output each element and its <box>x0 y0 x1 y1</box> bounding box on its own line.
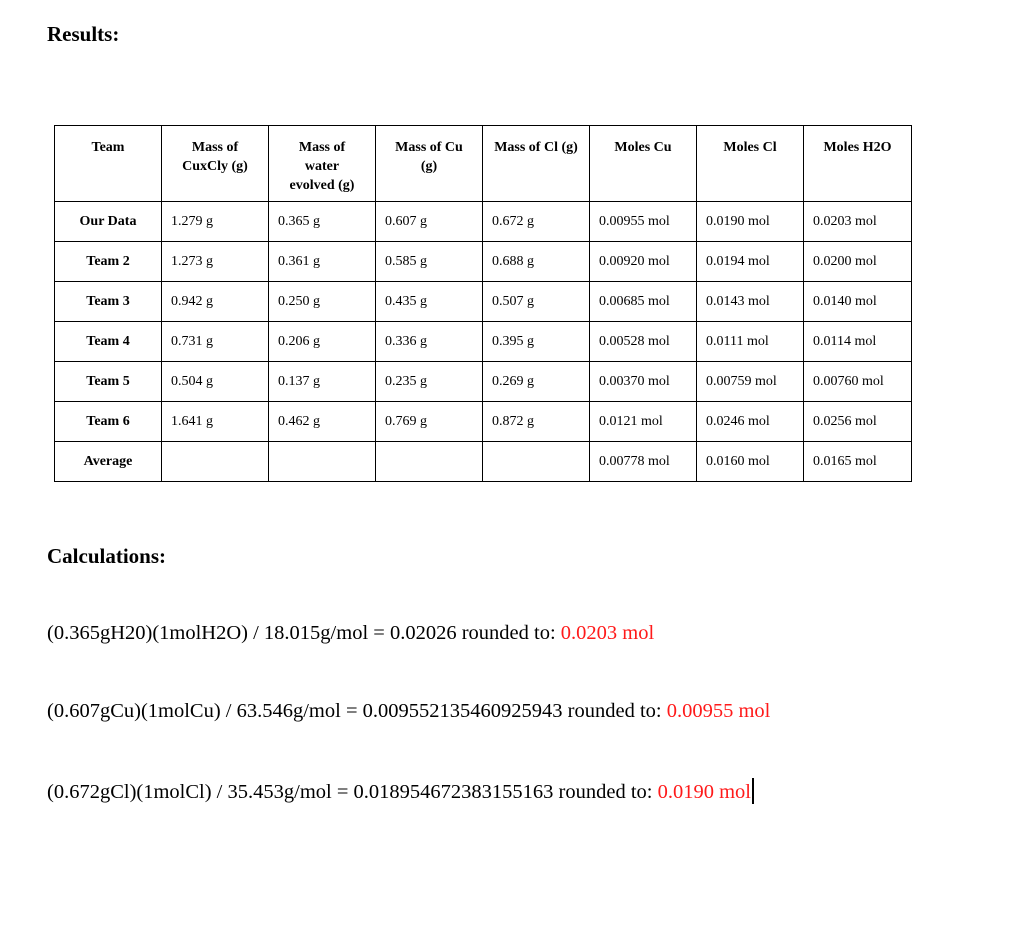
table-cell: 0.0143 mol <box>697 282 804 322</box>
results-table <box>54 125 912 482</box>
table-cell: 0.769 g <box>376 402 483 442</box>
table-cell: 0.0200 mol <box>804 242 912 282</box>
table-cell: 0.0190 mol <box>697 202 804 242</box>
calculation-expression: (0.607gCu)(1molCu) / 63.546g/mol = 0.009552135460925943 rounded to: <box>47 700 667 722</box>
table-cell: 0.462 g <box>269 402 376 442</box>
team-cell: Our Data <box>55 202 162 242</box>
table-cell: 0.206 g <box>269 322 376 362</box>
header-moles-cu: Moles Cu <box>590 126 697 202</box>
table-cell: 0.0256 mol <box>804 402 912 442</box>
table-row-average <box>55 442 912 482</box>
table-cell: 0.365 g <box>269 202 376 242</box>
table-row <box>55 362 912 402</box>
table-row <box>55 322 912 362</box>
table-cell <box>269 442 376 482</box>
table-cell <box>483 442 590 482</box>
table-cell: 0.872 g <box>483 402 590 442</box>
table-cell: 0.607 g <box>376 202 483 242</box>
table-cell: 0.507 g <box>483 282 590 322</box>
table-cell: 0.00920 mol <box>590 242 697 282</box>
table-row <box>55 242 912 282</box>
calculation-line[interactable] <box>47 701 770 722</box>
table-cell: 0.250 g <box>269 282 376 322</box>
table-cell: 0.0165 mol <box>804 442 912 482</box>
table-header-row <box>55 126 912 202</box>
table-cell: 0.504 g <box>162 362 269 402</box>
table-cell: 0.137 g <box>269 362 376 402</box>
calculations-heading: Calculations: <box>47 544 167 568</box>
table-cell: 0.942 g <box>162 282 269 322</box>
table-cell: 0.0203 mol <box>804 202 912 242</box>
table-cell: 0.0140 mol <box>804 282 912 322</box>
table-cell: 0.00528 mol <box>590 322 697 362</box>
table-cell: 0.361 g <box>269 242 376 282</box>
table-cell: 1.641 g <box>162 402 269 442</box>
calculation-expression: (0.365gH20)(1molH2O) / 18.015g/mol = 0.02026 rounded to: <box>47 622 561 644</box>
team-cell: Team 3 <box>55 282 162 322</box>
calculation-result: 0.00955 mol <box>666 700 771 722</box>
table-cell: 0.00370 mol <box>590 362 697 402</box>
table-cell: 0.00759 mol <box>697 362 804 402</box>
table-cell: 1.279 g <box>162 202 269 242</box>
team-cell: Team 4 <box>55 322 162 362</box>
table-cell: 1.273 g <box>162 242 269 282</box>
table-cell: 0.0160 mol <box>697 442 804 482</box>
calculation-line[interactable] <box>47 623 654 644</box>
table-cell: 0.00685 mol <box>590 282 697 322</box>
header-moles-cl: Moles Cl <box>697 126 804 202</box>
table-cell: 0.435 g <box>376 282 483 322</box>
header-team: Team <box>55 126 162 202</box>
header-mass-water: Mass of water evolved (g) <box>269 126 376 202</box>
table-cell: 0.395 g <box>483 322 590 362</box>
header-mass-cl: Mass of Cl (g) <box>483 126 590 202</box>
table-cell: 0.688 g <box>483 242 590 282</box>
table-cell: 0.0121 mol <box>590 402 697 442</box>
table-row <box>55 402 912 442</box>
table-cell: 0.00955 mol <box>590 202 697 242</box>
table-cell: 0.585 g <box>376 242 483 282</box>
team-cell: Team 2 <box>55 242 162 282</box>
table-cell: 0.731 g <box>162 322 269 362</box>
table-cell: 0.0246 mol <box>697 402 804 442</box>
table-cell: 0.0111 mol <box>697 322 804 362</box>
header-mass-cu: Mass of Cu (g) <box>376 126 483 202</box>
table-cell: 0.672 g <box>483 202 590 242</box>
team-cell: Team 6 <box>55 402 162 442</box>
results-heading: Results: <box>47 22 120 46</box>
calculation-expression: (0.672gCl)(1molCl) / 35.453g/mol = 0.018954672383155163 rounded to: <box>47 781 658 803</box>
table-cell: 0.269 g <box>483 362 590 402</box>
calculation-line[interactable] <box>47 778 754 804</box>
team-cell: Team 5 <box>55 362 162 402</box>
table-cell <box>376 442 483 482</box>
table-row <box>55 282 912 322</box>
header-moles-h2o: Moles H2O <box>804 126 912 202</box>
table-cell: 0.235 g <box>376 362 483 402</box>
header-mass-cuxcly: Mass of CuxCly (g) <box>162 126 269 202</box>
table-row <box>55 202 912 242</box>
text-cursor <box>752 778 754 804</box>
calculation-result: 0.0203 mol <box>560 622 655 644</box>
team-cell: Average <box>55 442 162 482</box>
table-cell: 0.0194 mol <box>697 242 804 282</box>
calculation-result: 0.0190 mol <box>657 781 752 803</box>
table-cell: 0.0114 mol <box>804 322 912 362</box>
table-cell: 0.00778 mol <box>590 442 697 482</box>
table-cell <box>162 442 269 482</box>
table-cell: 0.00760 mol <box>804 362 912 402</box>
table-cell: 0.336 g <box>376 322 483 362</box>
